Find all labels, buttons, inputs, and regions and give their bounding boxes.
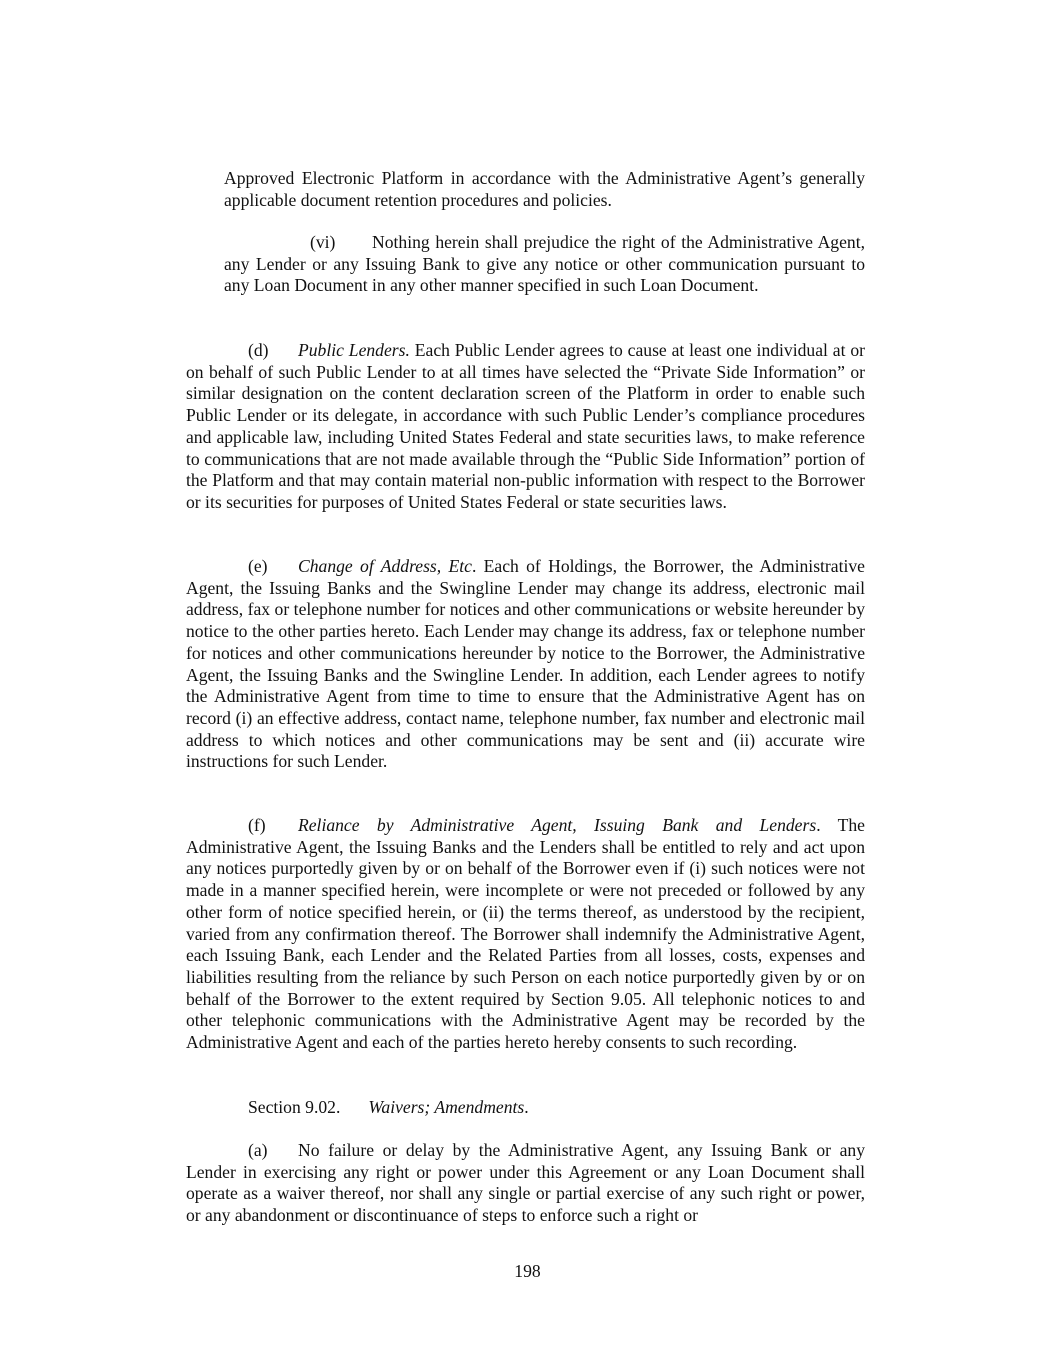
paragraph-vi — [224, 232, 865, 297]
paragraph-a — [186, 1140, 865, 1227]
paragraph-f-heading: Reliance by Administrative Agent, Issuing Bank and Lenders — [298, 815, 817, 835]
page-number: 198 — [514, 1261, 541, 1281]
section-heading — [186, 1097, 865, 1119]
section-number: Section 9.02. — [248, 1097, 341, 1117]
section-title: Waivers; Amendments — [368, 1097, 525, 1117]
paragraph-d-label: (d) — [248, 340, 269, 360]
paragraph-e-text: . Each of Holdings, the Borrower, the Administrative Agent, the Issuing Banks and the Swingline Lender may change its address, electronic mail address, fax or telephone number for notices and other communications or website hereunder by notice to the other parties hereto. Each Lender may change its address, fax or telephone number for notices and other communications hereunder by notice to the Borrower, the Administrative Agent, the Issuing Banks and the Swingline Lender. In addition, each Lender agrees to notify the Administrative Agent from time to time to ensure that the Administrative Agent has on record (i) an effective address, contact name, telephone number, fax number and electronic mail address to which notices and other communications may be sent and (ii) accurate wire instructions for such Lender. — [186, 556, 865, 772]
paragraph-vi-text: Nothing herein shall prejudice the right of the Administrative Agent, any Lender or any Issuing Bank to give any notice or other communication pursuant to any Loan Document in any other manner specified in such Loan Document. — [224, 232, 865, 296]
paragraph-e-label: (e) — [248, 556, 268, 576]
paragraph-e-heading: Change of Address, Etc — [298, 556, 472, 576]
paragraph-f-text: . The Administrative Agent, the Issuing Banks and the Lenders shall be entitled to rely and act upon any notices purportedly given by or on behalf of the Borrower even if (i) such notices were not made in a manner specified herein, were incomplete or were not preceded or followed by any other form of notice specified herein, or (ii) the terms thereof, as understood by the recipient, varied from any confirmation thereof. The Borrower shall indemnify the Administrative Agent, each Issuing Bank, each Lender and the Related Parties from all losses, costs, expenses and liabilities resulting from the reliance by such Person on each notice purportedly given by or on behalf of the Borrower to the extent required by Section 9.05. All telephonic notices to and other telephonic communications with the Administrative Agent may be recorded by the Administrative Agent and each of the parties hereto hereby consents to such recording. — [186, 815, 865, 1053]
paragraph-f — [186, 815, 865, 1054]
paragraph-f-label: (f) — [248, 815, 266, 835]
paragraph-e — [186, 556, 865, 773]
paragraph-d-heading: Public Lenders. — [298, 340, 410, 360]
paragraph-a-text: No failure or delay by the Administrative Agent, any Issuing Bank or any Lender in exercising any right or power under this Agreement or any Loan Document shall operate as a waiver thereof, nor shall any single or partial exercise of any such right or power, or any abandonment or discontinuance of steps to enforce such a right or — [186, 1140, 865, 1226]
paragraph-d — [186, 340, 865, 514]
paragraph-continuation — [224, 168, 865, 211]
paragraph-a-label: (a) — [248, 1140, 268, 1160]
paragraph-d-text: Each Public Lender agrees to cause at least one individual at or on behalf of such Public Lender to at all times have selected the “Private Side Information” or similar designation on the content declaration screen of the Platform in order to enable such Public Lender or its delegate, in accordance with such Public Lender’s compliance procedures and applicable law, including United States Federal and state securities laws, to make reference to communications that are not made available through the “Public Side Information” portion of the Platform and that may contain material non-public information with respect to the Borrower or its securities for purposes of United States Federal or state securities laws. — [186, 340, 865, 512]
paragraph-continuation-text: Approved Electronic Platform in accordance with the Administrative Agent’s generally applicable document retention procedures and policies. — [224, 168, 865, 210]
paragraph-vi-label: (vi) — [310, 232, 336, 252]
section-title-period: . — [524, 1097, 529, 1117]
